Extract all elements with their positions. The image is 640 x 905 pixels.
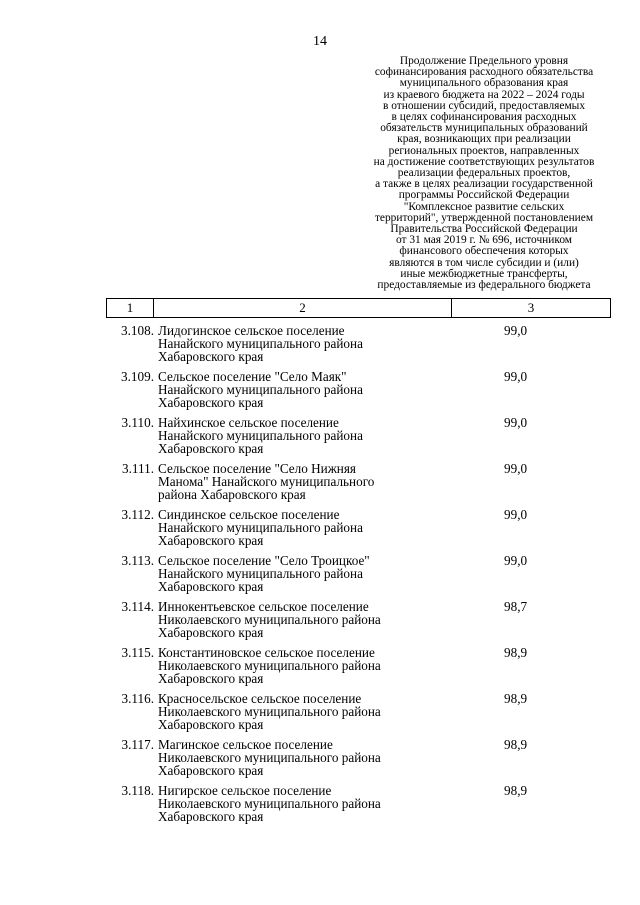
municipality-name xyxy=(158,600,448,640)
municipality-name-line: Хабаровского края xyxy=(158,349,264,365)
header-cell-3: 3 xyxy=(527,300,535,315)
municipality-name xyxy=(158,508,448,548)
table-row xyxy=(106,416,611,462)
municipality-name xyxy=(158,784,448,824)
table-row xyxy=(106,554,611,600)
municipality-name-line: Нанайского муниципального района xyxy=(158,520,363,536)
cofinancing-level-value: 99,0 xyxy=(504,553,528,568)
cofinancing-level-value: 98,9 xyxy=(504,691,528,706)
caption-line: "Комплексное развитие сельских xyxy=(403,200,565,213)
caption-line: иные межбюджетные трансферты, xyxy=(400,267,568,280)
caption-line: а также в целях реализации государственной xyxy=(375,178,593,191)
municipality-name xyxy=(158,646,448,686)
row-number: 3.111. xyxy=(122,461,154,476)
caption-line: являются в том числе субсидии и (или) xyxy=(389,256,579,269)
municipality-name-line: Нигирское сельское поселение xyxy=(158,783,332,798)
municipality-name xyxy=(158,370,448,410)
municipality-name-line: Найхинское сельское поселение xyxy=(158,415,339,430)
municipality-name-line: Нанайского муниципального района xyxy=(158,566,363,582)
table-row xyxy=(106,646,611,692)
municipality-name-line: Нанайского муниципального района xyxy=(158,336,363,352)
municipality-name-line: Хабаровского края xyxy=(158,809,264,825)
caption-line: финансового обеспечения которых xyxy=(399,245,569,258)
row-number: 3.115. xyxy=(121,645,154,660)
municipality-name-line: Хабаровского края xyxy=(158,671,264,687)
municipality-name-line: Магинское сельское поселение xyxy=(158,737,333,752)
municipality-name-line: Манома" Нанайского муниципального xyxy=(158,474,375,490)
table-body xyxy=(106,324,611,830)
municipality-name xyxy=(158,738,448,778)
municipality-name-line: Хабаровского края xyxy=(158,579,264,595)
cofinancing-level-value: 98,7 xyxy=(504,599,528,614)
row-number: 3.117. xyxy=(121,737,154,752)
caption-line: территорий", утвержденной постановлением xyxy=(374,211,594,224)
table-row xyxy=(106,600,611,646)
cofinancing-level-value: 98,9 xyxy=(504,645,528,660)
municipality-name-line: Хабаровского края xyxy=(158,763,264,779)
table-row xyxy=(106,508,611,554)
municipality-name-line: района Хабаровского края xyxy=(158,487,306,503)
municipality-name-line: Николаевского муниципального района xyxy=(158,796,381,812)
municipality-name-line: Иннокентьевское сельское поселение xyxy=(158,599,369,614)
caption-line: в отношении субсидий, предоставляемых xyxy=(382,99,586,112)
municipality-name-line: Николаевского муниципального района xyxy=(158,704,381,720)
municipality-name-line: Хабаровского края xyxy=(158,717,264,733)
municipality-name-line: Сельское поселение "Село Троицкое" xyxy=(158,553,370,568)
row-number: 3.109. xyxy=(121,369,154,384)
cofinancing-level-value: 99,0 xyxy=(504,507,528,522)
municipality-name-line: Хабаровского края xyxy=(158,395,264,411)
municipality-name-line: Сельское поселение "Село Маяк" xyxy=(158,369,347,384)
caption-line: предоставляемые из федерального бюджета xyxy=(377,279,591,292)
municipality-name xyxy=(158,554,448,594)
row-number: 3.112. xyxy=(121,507,154,522)
cofinancing-level-value: 99,0 xyxy=(504,323,528,338)
caption-line: в целях софинансирования расходных xyxy=(391,111,577,124)
municipality-name-line: Хабаровского края xyxy=(158,441,264,457)
row-number: 3.118. xyxy=(121,783,154,798)
page-number: 14 xyxy=(313,34,327,49)
municipality-name xyxy=(158,462,448,502)
caption-line: из краевого бюджета на 2022 – 2024 годы xyxy=(383,88,585,101)
municipality-name xyxy=(158,692,448,732)
municipality-name-line: Николаевского муниципального района xyxy=(158,750,381,766)
caption-line: софинансирования расходного обязательства xyxy=(374,66,594,79)
table-row xyxy=(106,370,611,416)
municipality-name-line: Лидогинское сельское поселение xyxy=(158,323,345,338)
caption-line: реализации федеральных проектов, xyxy=(397,167,571,180)
municipality-name-line: Сельское поселение "Село Нижняя xyxy=(158,461,356,476)
caption-line: региональных проектов, направленных xyxy=(388,144,580,157)
cofinancing-level-value: 98,9 xyxy=(504,737,528,752)
table-row xyxy=(106,692,611,738)
cofinancing-level-value: 99,0 xyxy=(504,461,528,476)
header-cell-1: 1 xyxy=(107,299,154,317)
caption-line: муниципального образования края xyxy=(399,77,569,90)
row-number: 3.113. xyxy=(121,553,154,568)
caption-line: обязательств муниципальных образований xyxy=(380,122,588,135)
row-number: 3.110. xyxy=(121,415,154,430)
table-row xyxy=(106,462,611,508)
municipality-name-line: Синдинское сельское поселение xyxy=(158,507,340,522)
table-header-row xyxy=(106,298,611,318)
row-number: 3.114. xyxy=(121,599,154,614)
row-number: 3.116. xyxy=(121,691,154,706)
cofinancing-level-value: 98,9 xyxy=(504,783,528,798)
municipality-name-line: Нанайского муниципального района xyxy=(158,382,363,398)
row-number: 3.108. xyxy=(121,323,154,338)
table-row xyxy=(106,738,611,784)
municipality-name xyxy=(158,416,448,456)
caption-line: Правительства Российской Федерации xyxy=(390,223,578,236)
municipality-name xyxy=(158,324,448,364)
caption-line: края, возникающих при реализации xyxy=(397,133,571,146)
table-row xyxy=(106,784,611,830)
table-row xyxy=(106,324,611,370)
table-caption xyxy=(352,56,616,291)
municipality-name-line: Николаевского муниципального района xyxy=(158,612,381,628)
cofinancing-level-value: 99,0 xyxy=(504,415,528,430)
municipality-name-line: Хабаровского края xyxy=(158,625,264,641)
header-cell-2: 2 xyxy=(154,299,452,317)
municipality-name-line: Красносельское сельское поселение xyxy=(158,691,362,706)
municipality-name-line: Константиновское сельское поселение xyxy=(158,645,375,660)
municipality-name-line: Николаевского муниципального района xyxy=(158,658,381,674)
caption-line: от 31 мая 2019 г. № 696, источником xyxy=(395,234,573,247)
caption-line: Продолжение Предельного уровня xyxy=(399,55,569,67)
municipality-name-line: Хабаровского края xyxy=(158,533,264,549)
cofinancing-level-value: 99,0 xyxy=(504,369,528,384)
municipality-name-line: Нанайского муниципального района xyxy=(158,428,363,444)
caption-line: на достижение соответствующих результатов xyxy=(373,155,595,168)
caption-line: программы Российской Федерации xyxy=(398,189,570,202)
